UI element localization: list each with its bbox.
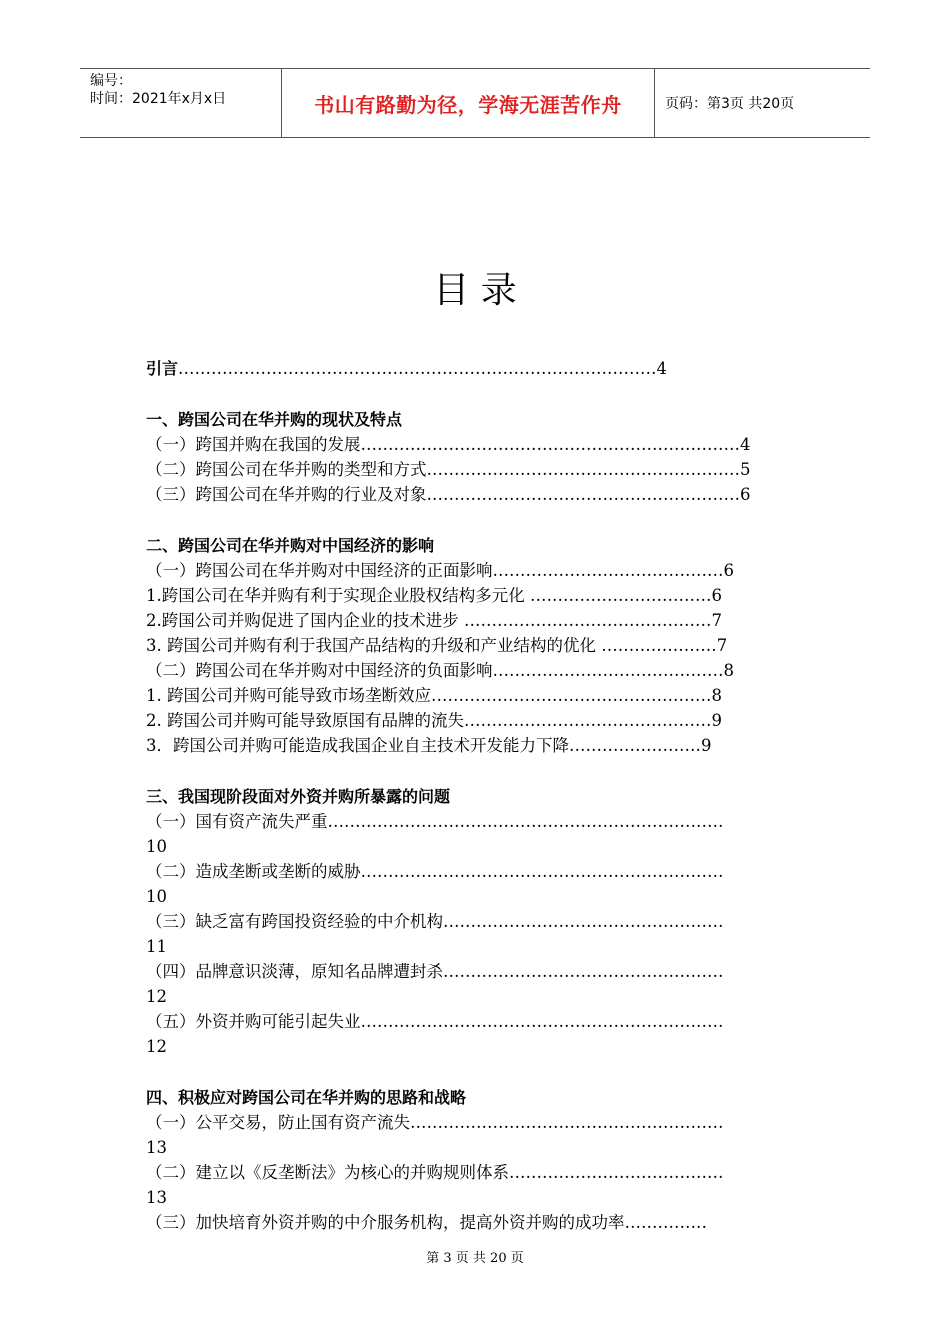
table-of-contents — [146, 356, 806, 1235]
header-page-cell — [655, 69, 870, 137]
header-motto-cell — [281, 69, 655, 137]
toc-section-1[interactable]: 一、跨国公司在华并购的现状及特点 — [146, 410, 403, 429]
toc-entry[interactable]: （一）跨国并购在我国的发展……………………………………………………………4 — [146, 435, 751, 454]
toc-section-4[interactable]: 四、积极应对跨国公司在华并购的思路和战略 — [146, 1088, 467, 1107]
toc-entry[interactable]: （一）公平交易，防止国有资产流失………………………………………………… — [146, 1113, 724, 1132]
toc-entry-page: 13 — [146, 1188, 167, 1207]
toc-entry[interactable]: 3．跨国公司并购可能造成我国企业自主技术开发能力下降……………………9 — [146, 736, 712, 755]
toc-entry-page: 12 — [146, 1037, 167, 1056]
header-left-cell — [80, 69, 281, 137]
toc-entry[interactable]: （二）建立以《反垄断法》为核心的并购规则体系………………………………… — [146, 1163, 724, 1182]
toc-section-2[interactable]: 二、跨国公司在华并购对中国经济的影响 — [146, 536, 435, 555]
toc-entry[interactable]: （二）跨国公司在华并购对中国经济的负面影响……………………………………8 — [146, 661, 734, 680]
toc-title: 目 录 — [433, 270, 517, 311]
toc-entry-page: 13 — [146, 1138, 167, 1157]
document-header — [80, 68, 870, 138]
toc-section-3[interactable]: 三、我国现阶段面对外资并购所暴露的问题 — [146, 787, 451, 806]
toc-entry-page: 11 — [146, 937, 167, 956]
toc-entry[interactable]: （三）跨国公司在华并购的行业及对象…………………………………………………6 — [146, 485, 751, 504]
header-page-info: 页码：第3页 共20页 — [665, 96, 795, 112]
toc-entry-intro[interactable]: 引言……………………………………………………………………………4 — [146, 359, 668, 378]
toc-entry-page: 12 — [146, 987, 167, 1006]
page-footer: 第 3 页 共 20 页 — [426, 1251, 524, 1266]
document-id-label: 编号： — [90, 73, 132, 89]
document-date: 时间：2021年x月x日 — [90, 91, 227, 107]
toc-entry[interactable]: （三）缺乏富有跨国投资经验的中介机构…………………………………………… — [146, 912, 724, 931]
toc-entry[interactable]: （二）造成垄断或垄断的威胁………………………………………………………… — [146, 862, 724, 881]
header-motto: 书山有路勤为径，学海无涯苦作舟 — [314, 92, 622, 117]
toc-entry[interactable]: 3. 跨国公司并购有利于我国产品结构的升级和产业结构的优化 …………………7 — [146, 636, 728, 655]
toc-entry[interactable]: （一）跨国公司在华并购对中国经济的正面影响……………………………………6 — [146, 561, 734, 580]
toc-entry[interactable]: 2. 跨国公司并购可能导致原国有品牌的流失………………………………………9 — [146, 711, 722, 730]
toc-entry-page: 10 — [146, 887, 167, 906]
toc-entry[interactable]: （三）加快培育外资并购的中介服务机构，提高外资并购的成功率…………… — [146, 1213, 707, 1232]
toc-entry[interactable]: （二）跨国公司在华并购的类型和方式…………………………………………………5 — [146, 460, 751, 479]
toc-entry[interactable]: （五）外资并购可能引起失业………………………………………………………… — [146, 1012, 724, 1031]
toc-entry[interactable]: 2.跨国公司并购促进了国内企业的技术进步 ………………………………………7 — [146, 611, 722, 630]
toc-entry-page: 10 — [146, 837, 167, 856]
toc-entry[interactable]: 1. 跨国公司并购可能导致市场垄断效应……………………………………………8 — [146, 686, 722, 705]
toc-entry[interactable]: 1.跨国公司在华并购有利于实现企业股权结构多元化 ……………………………6 — [146, 586, 722, 605]
toc-entry[interactable]: （一）国有资产流失严重……………………………………………………………… — [146, 812, 724, 831]
toc-entry[interactable]: （四）品牌意识淡薄，原知名品牌遭封杀…………………………………………… — [146, 962, 724, 981]
